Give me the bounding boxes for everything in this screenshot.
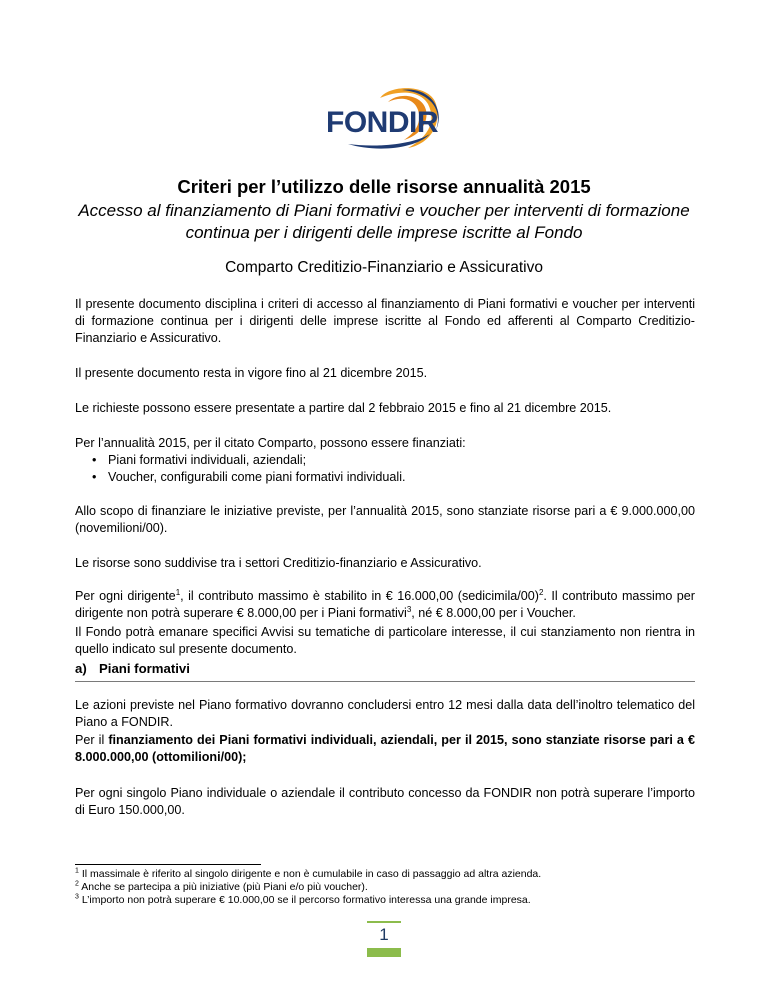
paragraph-notices: Il Fondo potrà emanare specifici Avvisi su tematiche di particolare interesse, il cui stanziamento non rientra in quello indicato sul presente documento. — [75, 625, 695, 656]
paragraph-submission: Le richieste possono essere presentate a partire dal 2 febbraio 2015 e fino al 21 dicembre 2015. — [75, 401, 612, 415]
document-title: Criteri per l’utilizzo delle risorse annualità 2015 — [177, 176, 591, 197]
footnote-text: L’importo non potrà superare € 10.000,00 se il percorso formativo interessa una grande impresa. — [81, 894, 531, 906]
contribution-text-a: Per ogni dirigente — [75, 589, 176, 603]
plan-funding-lead: Per il — [75, 733, 109, 747]
paragraph-fundable: Per l’annualità 2015, per il citato Comparto, possono essere finanziati: — [75, 436, 466, 450]
paragraph-plan-funding — [75, 732, 695, 766]
footnote-ref-2[interactable]: 2 — [538, 587, 544, 597]
footnote-ref-3[interactable]: 3 — [406, 604, 412, 614]
paragraph-sectors: Le risorse sono suddivise tra i settori Creditizio-finanziario e Assicurativo. — [75, 556, 482, 570]
contribution-text-d: , né € 8.000,00 per i Voucher. — [411, 606, 576, 620]
contribution-text-b: , il contributo massimo è stabilito in € 16.000,00 (sedicimila/00) — [180, 589, 539, 603]
footnote — [75, 881, 715, 894]
fundable-list — [75, 452, 695, 486]
footnote-number: 2 — [75, 880, 79, 888]
paragraph-validity: Il presente documento resta in vigore fino al 21 dicembre 2015. — [75, 366, 428, 380]
section-a-number: a) — [75, 661, 87, 676]
section-a-title: Piani formativi — [99, 661, 190, 676]
page-number-top-bar — [367, 921, 401, 923]
footnote-text: Anche se partecipa a più iniziative (più Piani e/o più voucher). — [81, 881, 368, 893]
section-title: Comparto Creditizio-Finanziario e Assicurativo — [225, 259, 543, 276]
contribution-text-c: . Il contributo massimo per dirigente non potrà superare € 8.000,00 per i Piani formativi — [75, 589, 696, 620]
paragraph-intro: Il presente documento disciplina i criteri di accesso al finanziamento di Piani formativi e voucher per interventi di formazione continua per i dirigenti delle imprese iscritte al Fondo ed afferenti al Comparto Creditizio-Finanziario e Assicurativo. — [75, 297, 695, 345]
paragraph-plan-deadline: Le azioni previste nel Piano formativo dovranno concludersi entro 12 mesi dalla data dell’inoltro telematico del Piano a FONDIR. — [75, 698, 695, 729]
list-item-text: Voucher, configurabili come piani formativi individuali. — [108, 470, 406, 484]
footnote-number: 3 — [75, 893, 79, 901]
footnotes — [75, 868, 715, 907]
bullet-icon: • — [92, 453, 97, 467]
plan-funding-bold: finanziamento dei Piani formativi individuali, aziendali, per il 2015, sono stanziate risorse pari a € 8.000.000,00 (ottomilioni/00); — [75, 733, 695, 764]
bullet-icon: • — [92, 470, 97, 484]
document-subtitle: Accesso al finanziamento di Piani formativi e voucher per interventi di formazione continua per i dirigenti delle imprese iscritte al Fondo — [78, 201, 690, 242]
paragraph-resources: Allo scopo di finanziare le iniziative previste, per l’annualità 2015, sono stanziate risorse pari a € 9.000.000,00 (novemilioni/00). — [75, 504, 695, 535]
fondir-logo — [318, 82, 448, 152]
footnote-separator — [75, 864, 261, 865]
list-item — [75, 452, 695, 469]
list-item-text: Piani formativi individuali, aziendali; — [108, 453, 307, 467]
footnote-text: Il massimale è riferito al singolo dirigente e non è cumulabile in caso di passaggio ad altra azienda. — [81, 868, 542, 880]
svg-text:FONDIR: FONDIR — [326, 106, 438, 139]
footnote — [75, 894, 715, 907]
page-number: 1 — [379, 925, 389, 944]
paragraph-plan-limit: Per ogni singolo Piano individuale o aziendale il contributo concesso da FONDIR non potrà superare l’importo di Euro 150.000,00. — [75, 786, 695, 817]
page-number-bottom-bar — [367, 948, 401, 957]
footnote — [75, 868, 715, 881]
list-item — [75, 469, 695, 486]
footnote-ref-1[interactable]: 1 — [175, 587, 181, 597]
section-a-divider — [75, 681, 695, 682]
footnote-number: 1 — [75, 867, 79, 875]
paragraph-contribution — [75, 588, 695, 622]
section-a-heading — [75, 661, 190, 676]
